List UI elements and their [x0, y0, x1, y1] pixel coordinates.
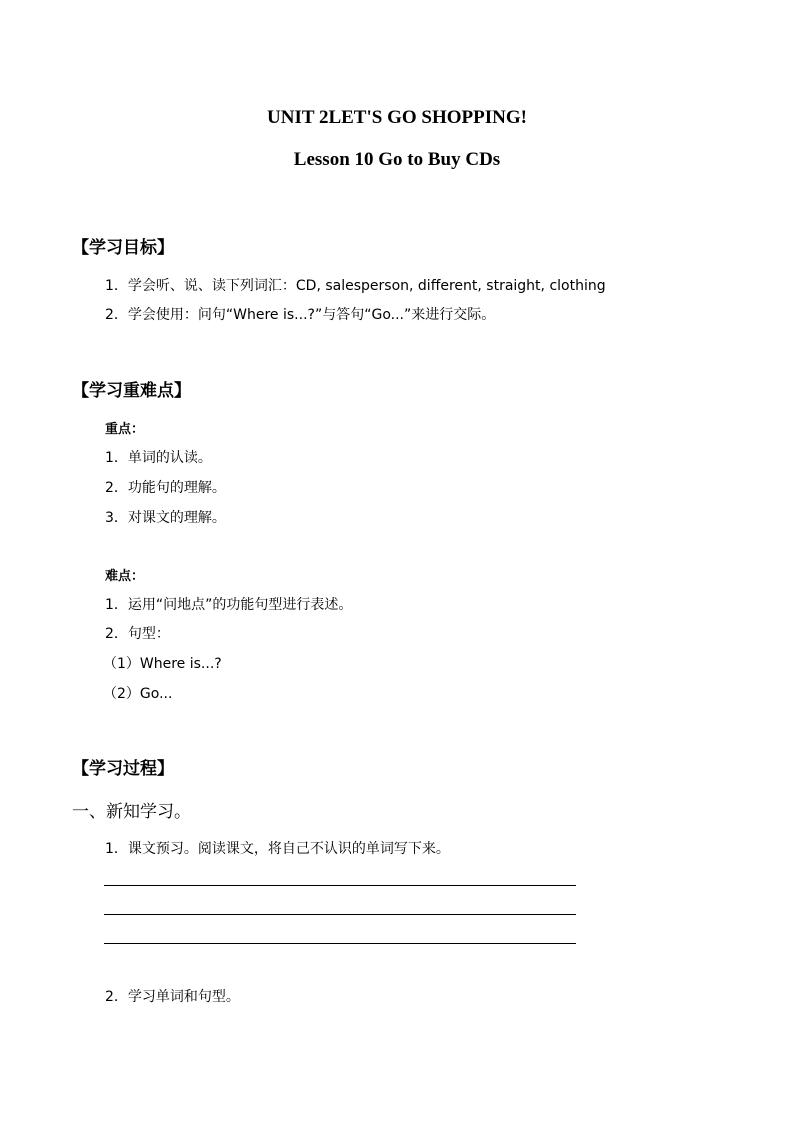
- difficulty-item-1: 1．运用“问地点”的功能句型进行表述。: [105, 597, 353, 613]
- focus-item-1: 1．单词的认读。: [105, 450, 212, 466]
- difficulty-item-3: （1）Where is...?: [103, 656, 222, 672]
- objectives-heading: 【学习目标】: [72, 238, 174, 258]
- difficulty-item-4: （2）Go...: [103, 686, 173, 702]
- focus-label: 重点：: [105, 422, 145, 437]
- objective-item-1: 1．学会听、说、读下列词汇：CD, salesperson, different, straight, clothing: [105, 278, 606, 294]
- unit-title: UNIT 2LET'S GO SHOPPING!: [267, 107, 527, 128]
- answer-line-2[interactable]: [104, 914, 576, 915]
- difficulty-label: 难点：: [105, 569, 145, 584]
- key-points-heading: 【学习重难点】: [72, 381, 191, 401]
- answer-line-1[interactable]: [104, 885, 576, 886]
- difficulty-item-2: 2．句型：: [105, 626, 170, 642]
- objective-item-2: 2．学会使用：问句“Where is...?”与答句“Go...”来进行交际。: [105, 307, 496, 323]
- section-1-title: 一、新知学习。: [72, 802, 191, 822]
- step-2: 2．学习单词和句型。: [105, 989, 240, 1005]
- focus-item-3: 3．对课文的理解。: [105, 510, 226, 526]
- step-1: 1．课文预习。阅读课文，将自己不认识的单词写下来。: [105, 841, 450, 857]
- focus-item-2: 2．功能句的理解。: [105, 480, 226, 496]
- process-heading: 【学习过程】: [72, 759, 174, 779]
- answer-line-3[interactable]: [104, 943, 576, 944]
- lesson-title: Lesson 10 Go to Buy CDs: [293, 149, 501, 170]
